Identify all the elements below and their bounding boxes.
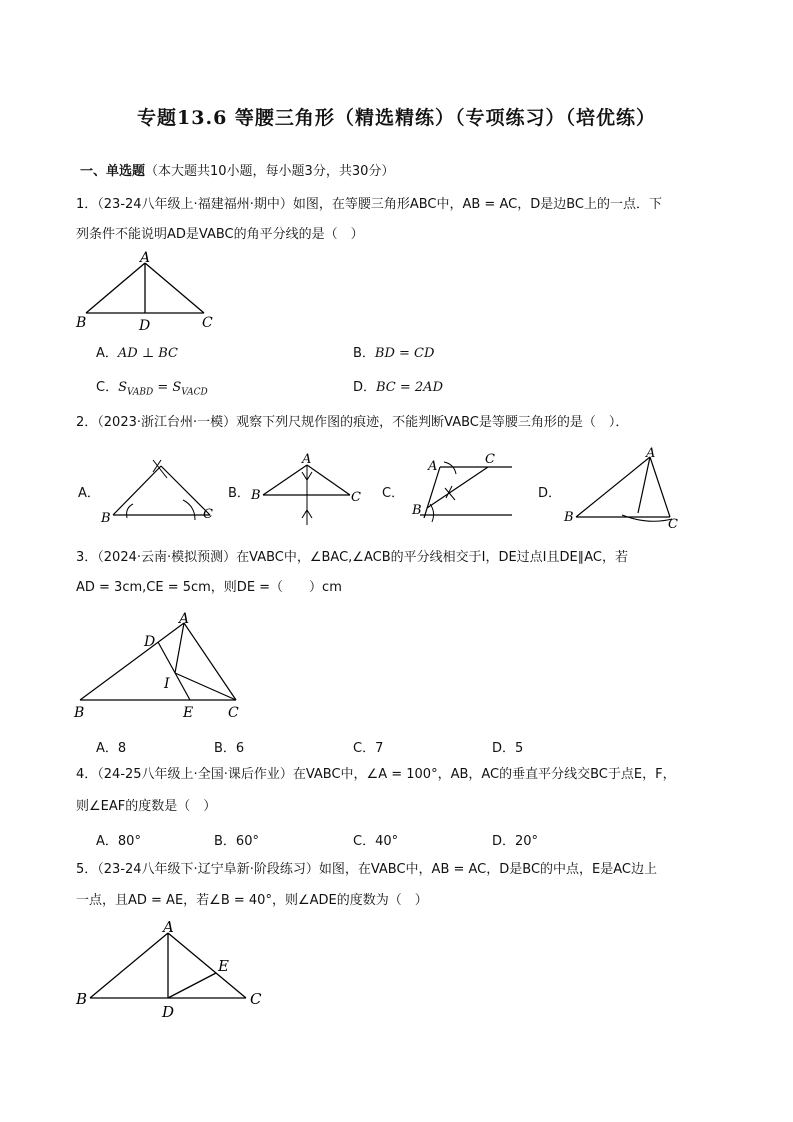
vertex-label-b: B bbox=[76, 315, 87, 331]
question-2-option-b[interactable]: B． bbox=[228, 486, 250, 501]
svg-text:A: A bbox=[428, 459, 438, 474]
question-3-option-c[interactable]: C．7 bbox=[353, 741, 384, 756]
svg-text:B: B bbox=[74, 705, 85, 721]
question-1-option-a[interactable]: A．AD ⊥ BC bbox=[96, 346, 178, 361]
svg-text:A: A bbox=[179, 611, 190, 627]
question-text: 在VABC中，∠A = 100°，AB，AC的垂直平分线交BC于点E，F， bbox=[292, 767, 676, 782]
question-4-option-c[interactable]: C．40° bbox=[353, 834, 399, 849]
question-2-figure-d bbox=[560, 447, 695, 532]
svg-text:C: C bbox=[250, 990, 262, 1008]
question-source: （23-24八年级上·福建福州·期中） bbox=[97, 197, 293, 212]
question-1-line2: 列条件不能说明AD是VABC的角平分线的是（ ） bbox=[76, 227, 364, 242]
question-number: 2． bbox=[76, 415, 98, 430]
question-source: （23-24八年级下·辽宁阜新·阶段练习） bbox=[97, 862, 319, 877]
page-title: 专题13.6 等腰三角形（精选精练）（专项练习）（培优练） bbox=[137, 107, 656, 129]
question-1-option-c[interactable]: C．$S_{VABD} = S_{VACD}$ bbox=[96, 380, 208, 398]
question-4-line2: 则∠EAF的度数是（ ） bbox=[76, 799, 217, 814]
question-2-line1 bbox=[76, 413, 628, 433]
section-header bbox=[80, 160, 394, 179]
vertex-label-a: A bbox=[140, 250, 151, 266]
question-5-line1 bbox=[76, 860, 657, 880]
question-3-line1 bbox=[76, 548, 628, 568]
vertex-label-d: D bbox=[139, 318, 151, 334]
question-number: 4． bbox=[76, 767, 98, 782]
question-1-option-b[interactable]: B．BD = CD bbox=[353, 346, 435, 361]
svg-text:B: B bbox=[564, 510, 574, 525]
question-3-option-a[interactable]: A．8 bbox=[96, 741, 127, 756]
svg-text:C: C bbox=[228, 705, 239, 721]
question-source: （24-25八年级上·全国·课后作业） bbox=[97, 767, 293, 782]
svg-text:A: A bbox=[302, 452, 312, 467]
svg-text:E: E bbox=[183, 705, 194, 721]
question-4-option-b[interactable]: B．60° bbox=[214, 834, 259, 849]
question-number: 1． bbox=[76, 197, 98, 212]
svg-text:B: B bbox=[101, 511, 111, 526]
question-1-option-d[interactable]: D．BC = 2AD bbox=[353, 380, 443, 395]
svg-text:E: E bbox=[218, 957, 229, 975]
svg-text:C: C bbox=[485, 452, 495, 467]
question-3-figure bbox=[70, 605, 255, 723]
svg-text:C: C bbox=[351, 490, 361, 505]
question-text: 在VABC中，∠BAC,∠ACB的平分线相交于I，DE过点I且DE∥AC，若 bbox=[236, 550, 628, 565]
svg-text:B: B bbox=[412, 503, 422, 518]
question-number: 3． bbox=[76, 550, 98, 565]
question-2-figure-a bbox=[95, 450, 220, 530]
question-3-line2: AD = 3cm,CE = 5cm，则DE =（ ）cm bbox=[76, 580, 342, 595]
question-2-figure-c bbox=[400, 450, 520, 530]
svg-text:I: I bbox=[164, 676, 170, 692]
question-4-option-a[interactable]: A．80° bbox=[96, 834, 141, 849]
question-text: 观察下列尺规作图的痕迹，不能判断VABC是等腰三角形的是（ ）． bbox=[236, 415, 629, 430]
question-5-line2: 一点，且AD = AE，若∠B = 40°，则∠ADE的度数为（ ） bbox=[76, 893, 428, 908]
question-2-option-d[interactable]: D． bbox=[538, 486, 562, 501]
svg-text:A: A bbox=[646, 447, 656, 461]
question-number: 5． bbox=[76, 862, 98, 877]
svg-text:A: A bbox=[163, 918, 174, 936]
question-5-figure bbox=[70, 915, 275, 1025]
svg-text:C: C bbox=[668, 517, 678, 532]
question-4-line1 bbox=[76, 765, 676, 785]
question-2-option-c[interactable]: C． bbox=[382, 486, 405, 501]
svg-text:B: B bbox=[76, 990, 88, 1008]
svg-text:D: D bbox=[144, 634, 156, 650]
question-source: （2024·云南·模拟预测） bbox=[97, 550, 237, 565]
question-3-option-d[interactable]: D．5 bbox=[492, 741, 524, 756]
section-label: 一、单选题 bbox=[80, 164, 146, 179]
vertex-label-c: C bbox=[202, 315, 213, 331]
question-2-option-a[interactable]: A． bbox=[78, 486, 100, 501]
question-1-line1 bbox=[76, 195, 662, 215]
section-note: （本大题共10小题，每小题3分，共30分） bbox=[145, 164, 395, 179]
svg-text:D: D bbox=[162, 1003, 175, 1021]
question-2-figure-b bbox=[245, 450, 370, 530]
svg-text:C: C bbox=[203, 507, 213, 522]
question-text: 如图，在VABC中，AB = AC，D是BC的中点，E是AC边上 bbox=[318, 862, 657, 877]
question-source: （2023·浙江台州·一模） bbox=[97, 415, 237, 430]
question-1-figure bbox=[70, 250, 230, 335]
question-3-option-b[interactable]: B．6 bbox=[214, 741, 245, 756]
question-text: 如图，在等腰三角形ABC中，AB = AC，D是边BC上的一点．下 bbox=[292, 197, 662, 212]
question-4-option-d[interactable]: D．20° bbox=[492, 834, 539, 849]
svg-text:B: B bbox=[251, 488, 261, 503]
